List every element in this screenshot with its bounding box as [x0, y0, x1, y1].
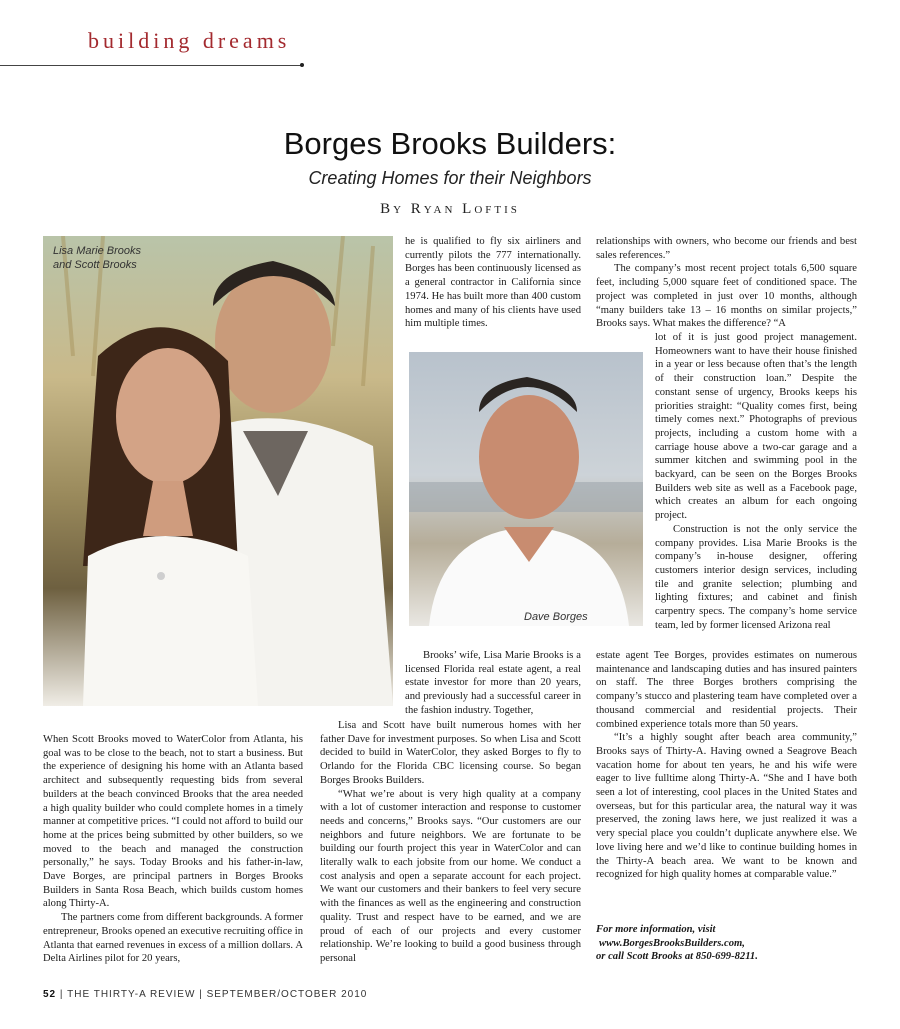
caption-couple: Lisa Marie Brooks and Scott Brooks: [53, 245, 142, 271]
section-label: building dreams: [88, 28, 291, 53]
col2-paragraph-2: Lisa and Scott have built numerous homes with her father Dave for investment purposes. So when Lisa and Scott decided to build in WaterColor, they asked Borges to fly to Orlando for the Florida CBC licensing course. So began Borges Brooks Builders.: [320, 720, 581, 786]
byline: By Ryan Loftis: [380, 201, 520, 217]
col3-paragraph-5: estate agent Tee Borges, provides estimates on numerous maintenance and landscaping duties and has insured painters on staff. The three Borges brothers comprising the company’s stucco and plastering team have completed over a thousand commercial and residential projects. Their combined experience totals more than 50 years.: [596, 650, 857, 730]
col2-paragraph-top: he is qualified to fly six airliners and currently pilots the 777 internationally. Borges has been continuously licensed as a general contractor in California since 1974. He has built more than 400 custom homes and many of his clients have used him multiple times.: [405, 236, 581, 330]
col2-paragraph-1: Brooks’ wife, Lisa Marie Brooks is a licensed Florida real estate agent, a real estate investor for more than 20 years, and previously had a successful career in the fashion industry. Together,: [405, 650, 581, 716]
photo-dave-illustration: [409, 352, 643, 626]
col1-paragraph-1: When Scott Brooks moved to WaterColor from Atlanta, his goal was to be close to the beach, not to start a business. But the experience of designing his home with an Atlanta based architect and subsequently requesting bids from several builders at the beach convinced Brooks that the area needed a high quality builder who could complete homes in a timely manner at competitive prices. “I could not afford to build our home at the prices being submitted by other builders, so we moved to the beach and managed the construction personally,” he says. Today Brooks and his father-in-law, Dave Borges, are principal partners in Borges Brooks Builders in Santa Rosa Beach, which builds custom homes along Thirty-A.: [43, 734, 303, 910]
column-2-bottom: [320, 719, 581, 966]
page-footer: [43, 989, 367, 1000]
contact-line-1: For more information, visit: [596, 924, 716, 935]
col3-paragraph-4: Construction is not the only service the company provides. Lisa Marie Brooks is the company’s in-house designer, offering customers interior design services, including tile and granite selection; plumbing and lighting fixtures; and cabinet and finish carpentry specs. The company’s home service team, led by former licensed Arizona real: [655, 523, 857, 631]
col3-paragraph-6: “It’s a highly sought after beach area community,” Brooks says of Thirty-A. Having owned a Seagrove Beach vacation home for about ten years, he and his wife were eager to live fulltime along Thirty-A. “She and I have both seen a lot of interesting, cool places in the United States and overseas, but for this particular area, the natural way it was preserved, the zoning laws here, we just realized it was a very special place you couldn’t duplicate anywhere else. We love living here and we’d like to continue building homes in the Thirty-A beach area. We want to be known and recognized for high quality homes at comparable value.”: [596, 732, 857, 881]
photo-dave: [409, 352, 643, 626]
section-rule-dot: [300, 63, 304, 67]
column-3-mid: [655, 331, 857, 632]
column-1: [43, 733, 303, 966]
column-3-top: [596, 235, 857, 331]
contact-website-link[interactable]: www.BorgesBrooksBuilders.com,: [599, 937, 745, 949]
publication-name: THE THIRTY-A REVIEW: [67, 989, 196, 1000]
section-rule: [0, 65, 303, 66]
footer-separator-1: |: [59, 989, 64, 1000]
contact-info: [596, 923, 876, 964]
article-subtitle: Creating Homes for their Neighbors: [308, 168, 592, 188]
col3-paragraph-3: lot of it is just good project management. Homeowners want to have their house finished in a year or less because often that’s the length of their construction loan.” Despite the constant sense of urgency, Brooks keeps his priorities straight: “Quality comes first, being timely comes next.” Photographs of previous projects, including a custom home with a carriage house above a two-car garage and a summer kitchen and swimming pool in the backyard, can be seen on the Borges Brooks Builders web site as well as a Facebook page, which creates an album for each ongoing project.: [655, 332, 857, 522]
column-2-bottom-narrow: [405, 649, 581, 718]
col1-paragraph-2: The partners come from different backgrounds. A former entrepreneur, Brooks opened an executive recruiting office in Atlanta that earned revenues in excess of a million dollars. A Delta Airlines pilot for 20 years,: [43, 912, 303, 965]
photo-couple: [43, 236, 393, 706]
page-number: 52: [43, 989, 57, 1000]
contact-phone: or call Scott Brooks at 850-699-8211.: [596, 951, 758, 963]
footer-separator-2: |: [199, 989, 203, 1000]
col3-paragraph-2: The company’s most recent project totals 6,500 square feet, including 5,000 square feet of conditioned space. The project was completed in just over 10 months, although “many builders take 13 – 16 months on similar projects,” Brooks says. What makes the difference? “A: [596, 263, 857, 330]
column-2-top: [405, 235, 581, 331]
column-3-bottom: [596, 649, 857, 882]
caption-dave: Dave Borges: [524, 611, 588, 623]
photo-couple-illustration: [43, 236, 393, 706]
article-title: Borges Brooks Builders:: [283, 126, 617, 161]
col2-paragraph-3: “What we’re about is very high quality at a company with a lot of customer interaction and response to customer needs and concerns,” Brooks says. “Our customers are our neighbors and future neighbors. We are fortunate to be building our fourth project this year in WaterColor and can literally walk to each jobsite from our home. We conduct a cost analysis and open a separate account for each project. We want our customers and their bankers to feel very secure with the finances as well as the engineering and construction quality. Trust and respect have to be earned, and we are proud of each of our projects and every customer relationship. We’re looking to build a good business through personal: [320, 788, 581, 964]
issue-date: SEPTEMBER/OCTOBER 2010: [206, 989, 368, 1000]
col3-paragraph-1: relationships with owners, who become our friends and best sales references.”: [596, 236, 857, 261]
